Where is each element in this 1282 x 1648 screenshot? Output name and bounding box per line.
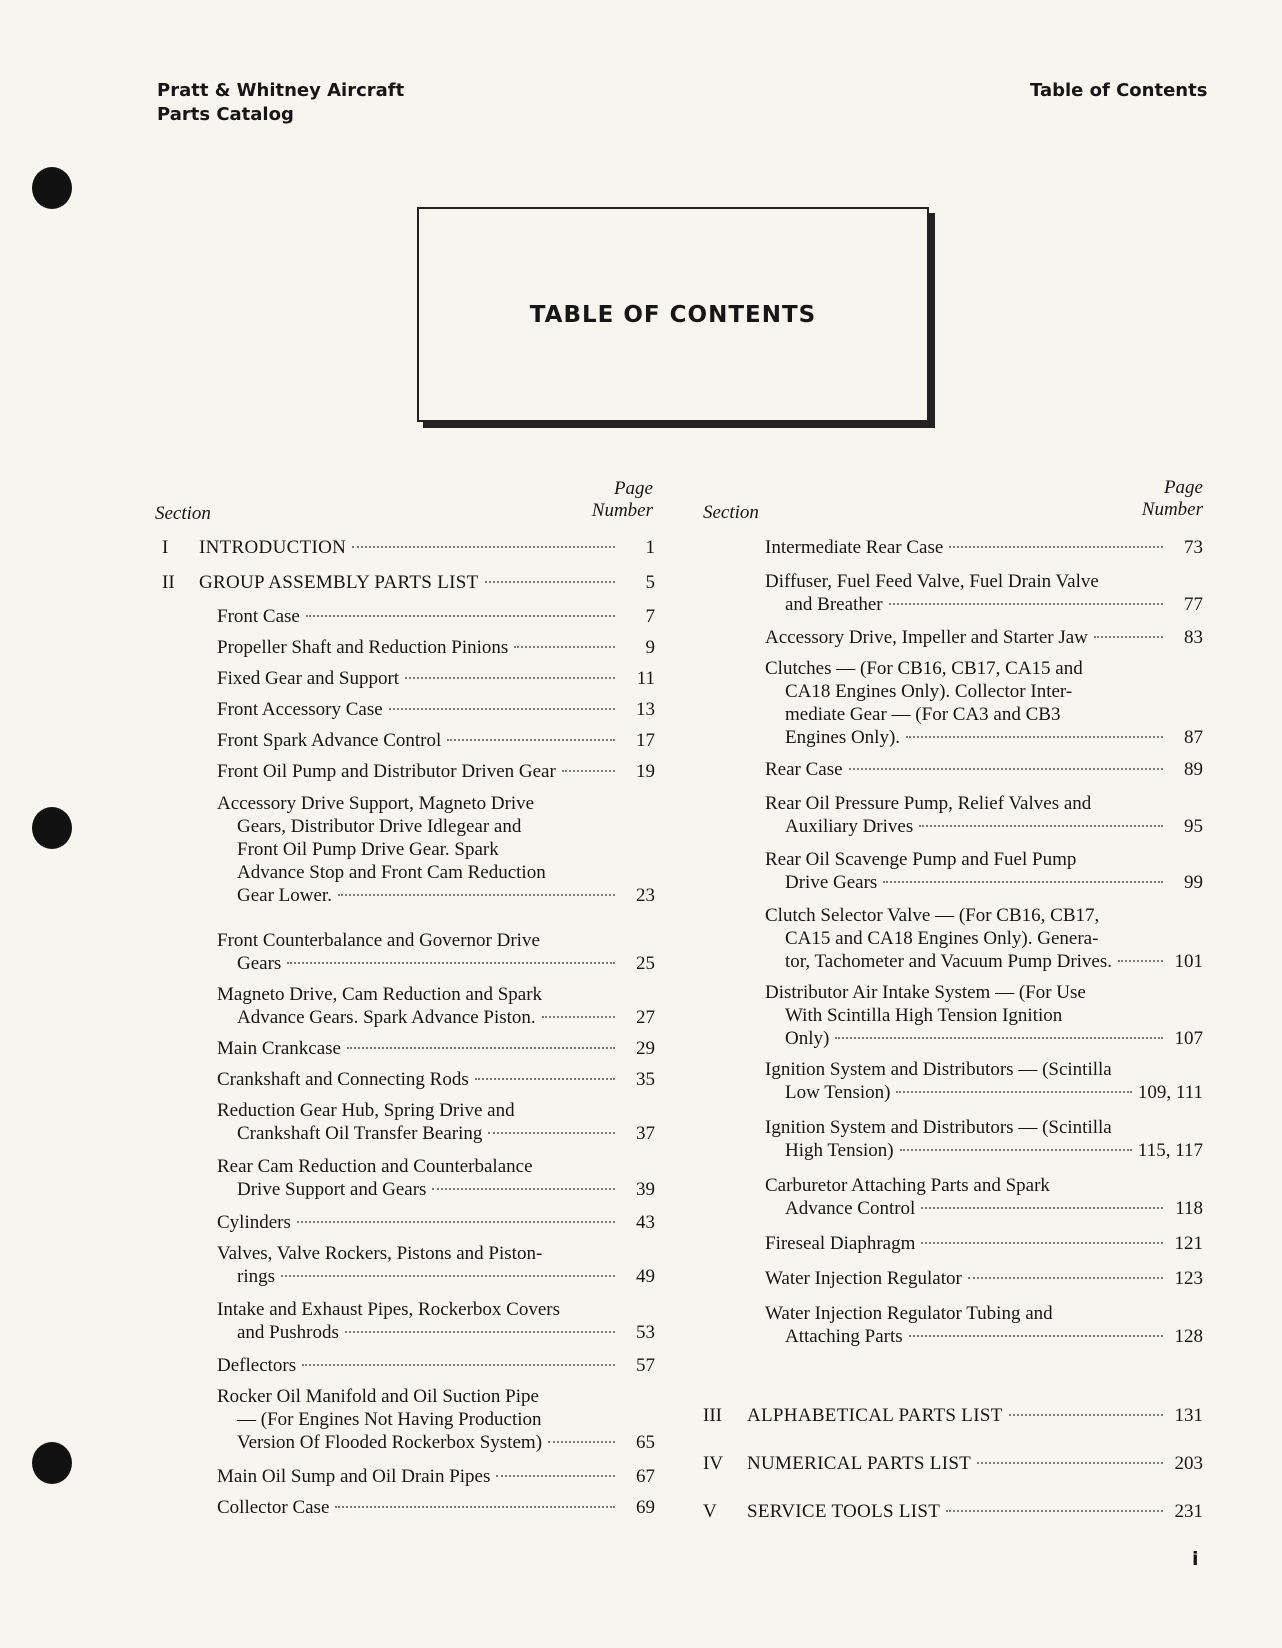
page-number: 67 xyxy=(636,1466,655,1487)
toc-entry xyxy=(217,1068,655,1091)
toc-entry xyxy=(217,667,655,690)
dot-leader xyxy=(1009,1414,1163,1416)
entry-title-line: Auxiliary Drives xyxy=(785,816,914,837)
page-number: 77 xyxy=(1184,594,1203,615)
toc-entry xyxy=(217,605,655,628)
dot-leader xyxy=(977,1462,1163,1464)
toc-entry xyxy=(217,1037,655,1060)
page-number: 118 xyxy=(1175,1198,1203,1219)
page-number: 99 xyxy=(1184,872,1203,893)
dot-leader xyxy=(849,768,1163,770)
entry-title-line: Advance Gears. Spark Advance Piston. xyxy=(237,1007,536,1028)
entry-title-line: Ignition System and Distributors — (Scintilla xyxy=(765,1117,1112,1138)
dot-leader xyxy=(306,615,615,617)
entry-title-line: Front Case xyxy=(217,606,300,627)
toc-section-entry xyxy=(703,1500,1203,1523)
page-number: 49 xyxy=(636,1266,655,1287)
entry-title-line: tor, Tachometer and Vacuum Pump Drives. xyxy=(785,951,1112,972)
dot-leader xyxy=(347,1047,615,1049)
dot-leader xyxy=(1118,960,1163,962)
entry-title-line: Water Injection Regulator xyxy=(765,1268,962,1289)
catalog-header xyxy=(157,79,404,127)
toc-entry xyxy=(765,848,1203,894)
entry-title-line: Gear Lower. xyxy=(237,885,332,906)
toc-entry xyxy=(217,1496,655,1519)
dot-leader xyxy=(405,677,615,679)
entry-title-line: ALPHABETICAL PARTS LIST xyxy=(747,1405,1003,1426)
page-number: 17 xyxy=(636,730,655,751)
dot-leader xyxy=(921,1207,1163,1209)
toc-entry xyxy=(765,981,1203,1050)
entry-title-line: Drive Gears xyxy=(785,872,878,893)
page-number: 27 xyxy=(636,1007,655,1028)
dot-leader xyxy=(889,603,1163,605)
publisher-name: Pratt & Whitney Aircraft xyxy=(157,80,405,101)
page-number: 9 xyxy=(645,637,655,658)
dot-leader xyxy=(514,646,615,648)
page-number: 1 xyxy=(645,537,655,558)
page-title: TABLE OF CONTENTS xyxy=(529,301,817,328)
dot-leader xyxy=(432,1188,615,1190)
entry-title-line: Clutch Selector Valve — (For CB16, CB17, xyxy=(765,905,1100,926)
entry-title-line: Crankshaft and Connecting Rods xyxy=(217,1069,469,1090)
dot-leader xyxy=(338,894,615,896)
entry-title-line: Deflectors xyxy=(217,1355,297,1376)
entry-title-line: Rear Cam Reduction and Counterbalance xyxy=(217,1156,533,1177)
entry-title-line: Rear Case xyxy=(765,759,843,780)
entry-title-line: Main Crankcase xyxy=(217,1038,341,1059)
entry-title-line: Cylinders xyxy=(217,1212,291,1233)
entry-title-line: Attaching Parts xyxy=(785,1326,903,1347)
entry-title-line: Front Oil Pump and Distributor Driven Gear xyxy=(217,761,556,782)
punch-hole-icon xyxy=(32,167,72,209)
entry-title-line: NUMERICAL PARTS LIST xyxy=(747,1453,972,1474)
page-number: 83 xyxy=(1184,627,1203,648)
page-number: 43 xyxy=(636,1212,655,1233)
page-number: 121 xyxy=(1174,1233,1203,1254)
page-number: 65 xyxy=(636,1432,655,1453)
dot-leader xyxy=(345,1331,615,1333)
entry-title-line: Reduction Gear Hub, Spring Drive and xyxy=(217,1100,515,1121)
entry-title-line: Version Of Flooded Rockerbox System) xyxy=(237,1432,543,1453)
entry-title-line: rings xyxy=(237,1266,275,1287)
page-number: 107 xyxy=(1174,1028,1203,1049)
page-number: 87 xyxy=(1184,727,1203,748)
entry-title-line: GROUP ASSEMBLY PARTS LIST xyxy=(199,572,479,593)
entry-title-line: Clutches — (For CB16, CB17, CA15 and xyxy=(765,658,1083,679)
dot-leader xyxy=(909,1335,1163,1337)
entry-title-line: Advance Control xyxy=(785,1198,916,1219)
entry-title-line: CA18 Engines Only). Collector Inter- xyxy=(785,681,1073,702)
section-column-header: Section xyxy=(703,502,759,523)
entry-title-line: Magneto Drive, Cam Reduction and Spark xyxy=(217,984,543,1005)
entry-title-line: With Scintilla High Tension Ignition xyxy=(785,1005,1063,1026)
entry-title-line: SERVICE TOOLS LIST xyxy=(747,1501,941,1522)
dot-leader xyxy=(949,546,1163,548)
toc-entry xyxy=(217,1465,655,1488)
page-number: 231 xyxy=(1174,1501,1203,1522)
page-number: 11 xyxy=(636,668,655,689)
section-column-header: Section xyxy=(155,503,211,524)
toc-section-entry xyxy=(162,536,655,559)
entry-title-line: Valves, Valve Rockers, Pistons and Piston- xyxy=(217,1243,543,1264)
dot-leader xyxy=(1094,636,1163,638)
entry-title-line: Front Spark Advance Control xyxy=(217,730,442,751)
dot-leader xyxy=(542,1016,615,1018)
toc-entry xyxy=(765,1267,1203,1290)
dot-leader xyxy=(496,1475,615,1477)
dot-leader xyxy=(302,1364,615,1366)
page-number: 101 xyxy=(1174,951,1203,972)
entry-title-line: CA15 and CA18 Engines Only). Genera- xyxy=(785,928,1099,949)
toc-entry xyxy=(217,760,655,783)
running-head: Table of Contents xyxy=(1030,80,1208,101)
toc-entry xyxy=(217,1298,655,1344)
entry-title-line: and Pushrods xyxy=(237,1322,339,1343)
toc-entry xyxy=(217,792,655,907)
entry-title-line: Advance Stop and Front Cam Reduction xyxy=(237,862,546,883)
page-number: 73 xyxy=(1184,537,1203,558)
page-number: 25 xyxy=(636,953,655,974)
entry-title-line: High Tension) xyxy=(785,1140,894,1161)
title-box xyxy=(417,207,929,422)
entry-title-line: Rear Oil Pressure Pump, Relief Valves and xyxy=(765,793,1092,814)
section-numeral: III xyxy=(703,1405,722,1426)
entry-title-line: Main Oil Sump and Oil Drain Pipes xyxy=(217,1466,491,1487)
toc-entry xyxy=(217,1385,655,1454)
page-header-line: Page xyxy=(1163,477,1203,498)
catalog-name: Parts Catalog xyxy=(157,104,294,125)
page-folio: i xyxy=(1192,1548,1199,1570)
entry-title-line: Gears xyxy=(237,953,282,974)
page-number: 13 xyxy=(636,699,655,720)
toc-entry xyxy=(217,698,655,721)
entry-title-line: Front Counterbalance and Governor Drive xyxy=(217,930,540,951)
dot-leader xyxy=(919,825,1163,827)
toc-entry xyxy=(217,729,655,752)
entry-title-line: Only) xyxy=(785,1028,830,1049)
dot-leader xyxy=(352,546,615,548)
entry-title-line: Water Injection Regulator Tubing and xyxy=(765,1303,1053,1324)
entry-title-line: Accessory Drive Support, Magneto Drive xyxy=(217,793,535,814)
page-number: 53 xyxy=(636,1322,655,1343)
entry-title-line: INTRODUCTION xyxy=(199,537,347,558)
toc-entry xyxy=(217,636,655,659)
section-numeral: II xyxy=(162,572,175,593)
entry-title-line: Diffuser, Fuel Feed Valve, Fuel Drain Valve xyxy=(765,571,1099,592)
dot-leader xyxy=(896,1091,1131,1093)
page-number: 57 xyxy=(636,1355,655,1376)
entry-title-line: Front Accessory Case xyxy=(217,699,383,720)
entry-title-line: Fireseal Diaphragm xyxy=(765,1233,916,1254)
entry-title-line: Carburetor Attaching Parts and Spark xyxy=(765,1175,1050,1196)
page-number: 7 xyxy=(645,606,655,627)
entry-title-line: Rocker Oil Manifold and Oil Suction Pipe xyxy=(217,1386,539,1407)
toc-entry xyxy=(765,1058,1203,1104)
dot-leader xyxy=(835,1037,1163,1039)
page-number: 23 xyxy=(636,885,655,906)
entry-title-line: mediate Gear — (For CA3 and CB3 xyxy=(785,704,1061,725)
dot-leader xyxy=(900,1149,1132,1151)
entry-title-line: Crankshaft Oil Transfer Bearing xyxy=(237,1123,483,1144)
toc-section-entry xyxy=(703,1452,1203,1475)
page-number-column-header xyxy=(555,478,653,522)
page-number: 203 xyxy=(1174,1453,1203,1474)
entry-title-line: Ignition System and Distributors — (Scintilla xyxy=(765,1059,1112,1080)
page-header-line: Number xyxy=(1141,499,1203,520)
entry-title-line: Front Oil Pump Drive Gear. Spark xyxy=(237,839,499,860)
page-number: 128 xyxy=(1174,1326,1203,1347)
toc-entry xyxy=(217,1354,655,1377)
toc-entry xyxy=(217,929,655,975)
toc-entry xyxy=(765,1302,1203,1348)
page-number: 123 xyxy=(1174,1268,1203,1289)
punch-hole-icon xyxy=(32,807,72,849)
page-number: 5 xyxy=(645,572,655,593)
page-number: 115, 117 xyxy=(1137,1140,1203,1161)
entry-title-line: Accessory Drive, Impeller and Starter Jaw xyxy=(765,627,1088,648)
dot-leader xyxy=(946,1510,1163,1512)
dot-leader xyxy=(475,1078,615,1080)
entry-title-line: Low Tension) xyxy=(785,1082,891,1103)
dot-leader xyxy=(548,1441,615,1443)
toc-entry xyxy=(765,904,1203,973)
toc-entry xyxy=(765,1174,1203,1220)
dot-leader xyxy=(488,1132,615,1134)
dot-leader xyxy=(335,1506,615,1508)
page-header-line: Page xyxy=(613,478,653,499)
section-numeral: V xyxy=(703,1501,717,1522)
entry-title-line: Propeller Shaft and Reduction Pinions xyxy=(217,637,509,658)
page-number: 35 xyxy=(636,1069,655,1090)
dot-leader xyxy=(389,708,615,710)
entry-title-line: — (For Engines Not Having Production xyxy=(237,1409,542,1430)
toc-entry xyxy=(217,983,655,1029)
entry-title-line: Fixed Gear and Support xyxy=(217,668,400,689)
dot-leader xyxy=(287,962,615,964)
toc-entry xyxy=(217,1155,655,1201)
page-number-column-header xyxy=(1103,477,1203,521)
dot-leader xyxy=(281,1275,615,1277)
dot-leader xyxy=(297,1221,615,1223)
section-numeral: I xyxy=(162,537,169,558)
dot-leader xyxy=(485,581,615,583)
page-number: 131 xyxy=(1174,1405,1203,1426)
dot-leader xyxy=(921,1242,1163,1244)
dot-leader xyxy=(906,736,1163,738)
toc-entry xyxy=(765,1232,1203,1255)
punch-hole-icon xyxy=(32,1442,72,1484)
page-number: 109, 111 xyxy=(1137,1082,1203,1103)
entry-title-line: Intake and Exhaust Pipes, Rockerbox Covers xyxy=(217,1299,560,1320)
page-header-line: Number xyxy=(591,500,653,521)
page-number: 39 xyxy=(636,1179,655,1200)
toc-entry xyxy=(217,1242,655,1288)
page-number: 19 xyxy=(636,761,655,782)
toc-entry xyxy=(765,626,1203,649)
page-number: 95 xyxy=(1184,816,1203,837)
entry-title-line: Intermediate Rear Case xyxy=(765,537,944,558)
toc-entry xyxy=(765,792,1203,838)
page-number: 69 xyxy=(636,1497,655,1518)
toc-entry xyxy=(765,758,1203,781)
dot-leader xyxy=(883,881,1163,883)
entry-title-line: Drive Support and Gears xyxy=(237,1179,427,1200)
page-number: 37 xyxy=(636,1123,655,1144)
dot-leader xyxy=(447,739,615,741)
toc-entry xyxy=(765,1116,1203,1162)
page-number: 89 xyxy=(1184,759,1203,780)
page-number: 29 xyxy=(636,1038,655,1059)
toc-entry xyxy=(217,1211,655,1234)
toc-entry xyxy=(765,536,1203,559)
toc-entry xyxy=(765,657,1203,749)
entry-title-line: Distributor Air Intake System — (For Use xyxy=(765,982,1086,1003)
toc-section-entry xyxy=(162,571,655,594)
entry-title-line: Rear Oil Scavenge Pump and Fuel Pump xyxy=(765,849,1077,870)
toc-section-entry xyxy=(703,1404,1203,1427)
dot-leader xyxy=(968,1277,1163,1279)
entry-title-line: Collector Case xyxy=(217,1497,330,1518)
entry-title-line: Engines Only). xyxy=(785,727,901,748)
dot-leader xyxy=(562,770,615,772)
toc-entry xyxy=(217,1099,655,1145)
toc-entry xyxy=(765,570,1203,616)
entry-title-line: Gears, Distributor Drive Idlegear and xyxy=(237,816,522,837)
entry-title-line: and Breather xyxy=(785,594,883,615)
section-numeral: IV xyxy=(703,1453,724,1474)
